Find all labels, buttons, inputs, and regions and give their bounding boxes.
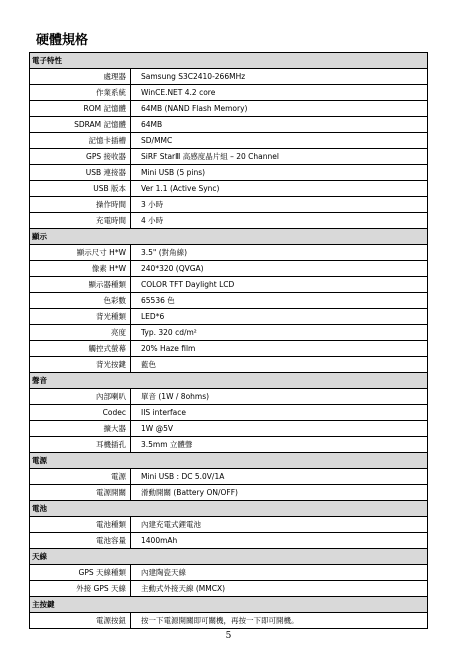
spec-value: 滑動開關 (Battery ON/OFF): [131, 485, 428, 501]
spec-label: 電池種類: [30, 517, 131, 533]
spec-label: 亮度: [30, 325, 131, 341]
spec-value: Ver 1.1 (Active Sync): [131, 181, 428, 197]
spec-value: SD/MMC: [131, 133, 428, 149]
spec-value: 64MB (NAND Flash Memory): [131, 101, 428, 117]
table-row: [30, 197, 428, 213]
spec-value: 3.5" (對角線): [131, 245, 428, 261]
table-row: [30, 213, 428, 229]
section-heading: 電池: [30, 501, 428, 517]
spec-label: 操作時間: [30, 197, 131, 213]
table-row: [30, 421, 428, 437]
spec-value: 4 小時: [131, 213, 428, 229]
spec-label: 顯示尺寸 H*W: [30, 245, 131, 261]
table-row: [30, 533, 428, 549]
spec-label: 電源: [30, 469, 131, 485]
table-row: [30, 117, 428, 133]
spec-value: WinCE.NET 4.2 core: [131, 85, 428, 101]
spec-label: 擴大器: [30, 421, 131, 437]
spec-value: 65536 色: [131, 293, 428, 309]
section-heading: 顯示: [30, 229, 428, 245]
spec-table-body: [30, 53, 428, 629]
table-row: [30, 405, 428, 421]
spec-label: ROM 記憶體: [30, 101, 131, 117]
section-header-row: [30, 229, 428, 245]
table-row: [30, 357, 428, 373]
table-row: [30, 293, 428, 309]
table-row: [30, 101, 428, 117]
spec-value: 1400mAh: [131, 533, 428, 549]
table-row: [30, 613, 428, 629]
section-heading: 天線: [30, 549, 428, 565]
table-row: [30, 181, 428, 197]
spec-label: 電池容量: [30, 533, 131, 549]
section-heading: 聲音: [30, 373, 428, 389]
spec-label: GPS 接收器: [30, 149, 131, 165]
table-row: [30, 149, 428, 165]
spec-value: 20% Haze film: [131, 341, 428, 357]
table-row: [30, 581, 428, 597]
spec-value: 3 小時: [131, 197, 428, 213]
spec-label: 背光按鍵: [30, 357, 131, 373]
table-row: [30, 517, 428, 533]
table-row: [30, 437, 428, 453]
spec-label: 色彩數: [30, 293, 131, 309]
spec-value: Samsung S3C2410-266MHz: [131, 69, 428, 85]
spec-value: IIS interface: [131, 405, 428, 421]
spec-label: 觸控式螢幕: [30, 341, 131, 357]
spec-label: 背光種類: [30, 309, 131, 325]
table-row: [30, 69, 428, 85]
spec-label: USB 連接器: [30, 165, 131, 181]
spec-label: Codec: [30, 405, 131, 421]
spec-label: 處理器: [30, 69, 131, 85]
table-row: [30, 85, 428, 101]
spec-label: GPS 天線種類: [30, 565, 131, 581]
spec-label: 像素 H*W: [30, 261, 131, 277]
spec-value: Mini USB : DC 5.0V/1A: [131, 469, 428, 485]
spec-value: 單音 (1W / 8ohms): [131, 389, 428, 405]
spec-label: 作業系統: [30, 85, 131, 101]
spec-label: 顯示器種類: [30, 277, 131, 293]
section-heading: 電源: [30, 453, 428, 469]
section-header-row: [30, 549, 428, 565]
table-row: [30, 261, 428, 277]
spec-label: 充電時間: [30, 213, 131, 229]
spec-value: 64MB: [131, 117, 428, 133]
table-row: [30, 325, 428, 341]
spec-label: 外接 GPS 天線: [30, 581, 131, 597]
table-row: [30, 165, 428, 181]
table-row: [30, 245, 428, 261]
table-row: [30, 469, 428, 485]
spec-value: Typ. 320 cd/m²: [131, 325, 428, 341]
section-header-row: [30, 53, 428, 69]
table-row: [30, 485, 428, 501]
spec-value: SiRF StarⅢ 高感度晶片組 – 20 Channel: [131, 149, 428, 165]
table-row: [30, 565, 428, 581]
page-title: 硬體規格: [36, 33, 89, 48]
section-header-row: [30, 501, 428, 517]
spec-value: 主動式外接天線 (MMCX): [131, 581, 428, 597]
table-row: [30, 389, 428, 405]
spec-value: 按一下電源開關即可關機，再按一下即可開機。: [131, 613, 428, 629]
spec-value: 內建陶瓷天線: [131, 565, 428, 581]
spec-label: 電源開關: [30, 485, 131, 501]
page-number: 5: [225, 631, 232, 641]
spec-label: USB 版本: [30, 181, 131, 197]
spec-value: LED*6: [131, 309, 428, 325]
spec-value: 240*320 (QVGA): [131, 261, 428, 277]
spec-value: 藍色: [131, 357, 428, 373]
spec-value: 3.5mm 立體聲: [131, 437, 428, 453]
spec-label: 內部喇叭: [30, 389, 131, 405]
table-row: [30, 309, 428, 325]
spec-table: [29, 52, 428, 629]
spec-label: 電源按鈕: [30, 613, 131, 629]
section-header-row: [30, 453, 428, 469]
section-heading: 電子特性: [30, 53, 428, 69]
spec-value: 內建充電式鋰電池: [131, 517, 428, 533]
spec-label: 耳機插孔: [30, 437, 131, 453]
section-heading: 主按鍵: [30, 597, 428, 613]
section-header-row: [30, 373, 428, 389]
table-row: [30, 277, 428, 293]
spec-value: COLOR TFT Daylight LCD: [131, 277, 428, 293]
spec-label: SDRAM 記憶體: [30, 117, 131, 133]
spec-value: Mini USB (5 pins): [131, 165, 428, 181]
table-row: [30, 133, 428, 149]
section-header-row: [30, 597, 428, 613]
spec-value: 1W @5V: [131, 421, 428, 437]
spec-label: 記憶卡插槽: [30, 133, 131, 149]
table-row: [30, 341, 428, 357]
